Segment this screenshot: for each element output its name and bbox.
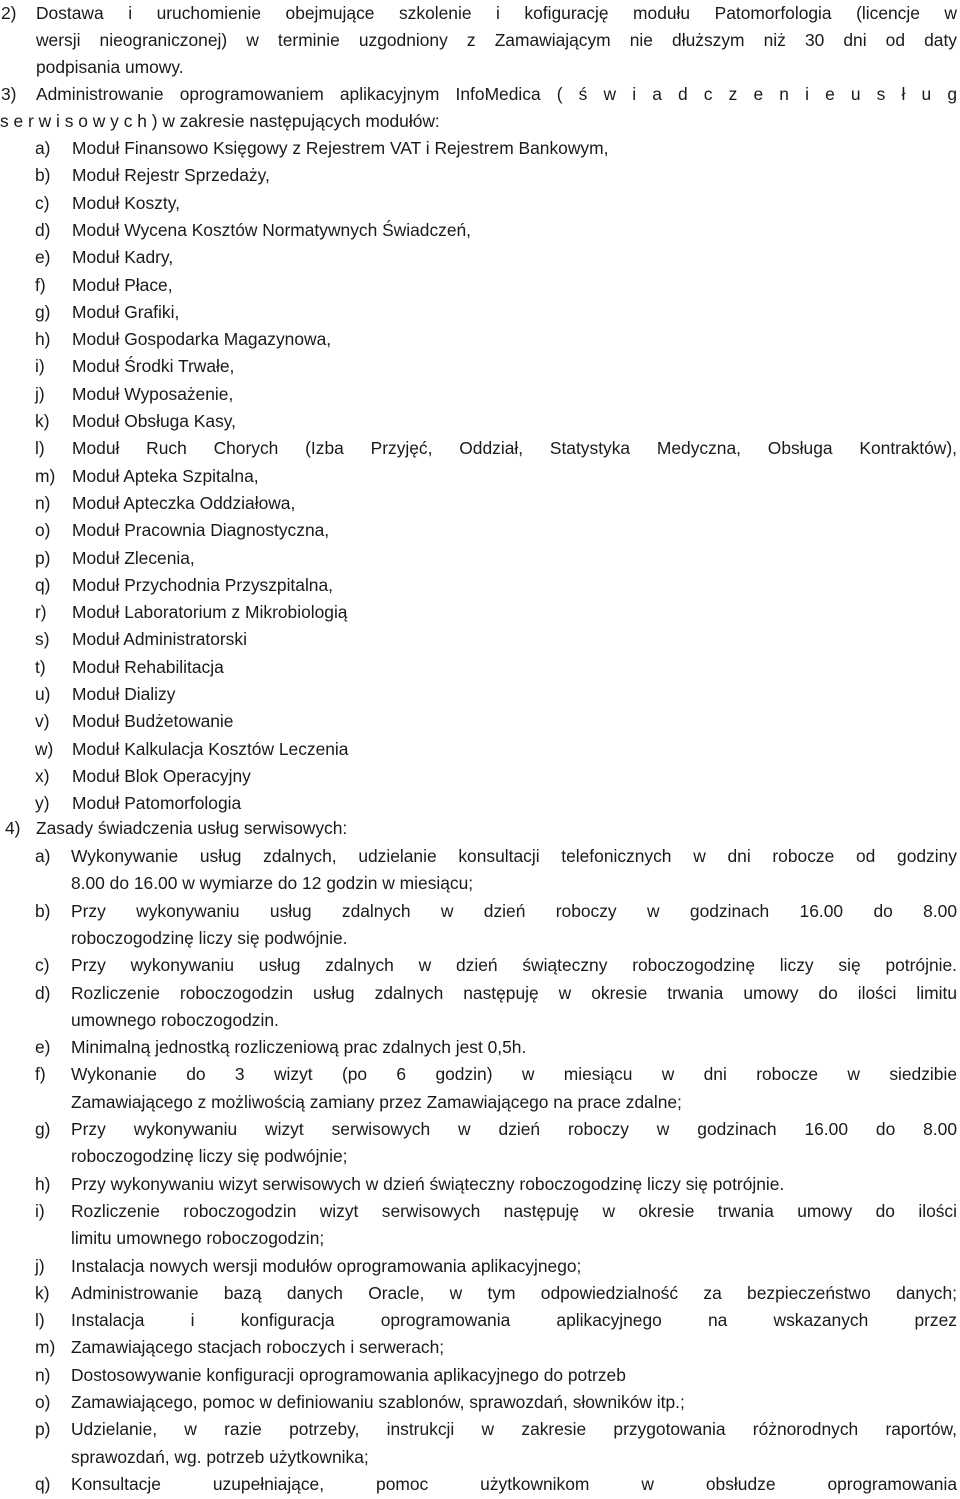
list-item xyxy=(0,353,960,380)
section-text: Dostawa i uruchomienie obejmujące szkolenie i kofigurację modułu Patomorfologia (licencje w xyxy=(36,3,957,23)
list-item xyxy=(0,654,960,681)
list-item xyxy=(0,326,960,353)
list-item-label: k) xyxy=(35,1282,50,1303)
list-item-text: Zamawiającego z możliwością zamiany przez Zamawiającego na prace zdalne; xyxy=(71,1091,682,1112)
list-item xyxy=(0,736,960,763)
list-item-text: Udzielanie, w razie potrzeby, instrukcji w zakresie przygotowania różnorodnych raportów, xyxy=(71,1419,957,1440)
section-2-line-3 xyxy=(0,54,960,81)
list-item-text: Moduł Administratorski xyxy=(72,629,247,650)
list-item-label: p) xyxy=(35,547,51,568)
list-item-label: n) xyxy=(35,492,51,513)
list-item xyxy=(0,408,960,435)
list-item-label: i) xyxy=(35,1200,45,1221)
list-item-text: Moduł Gospodarka Magazynowa, xyxy=(72,329,332,350)
list-item-text: Przy wykonywaniu wizyt serwisowych w dzień świąteczny roboczogodzinę liczy się potrójnie. xyxy=(71,1173,785,1194)
list-item-text: Moduł Przychodnia Przyszpitalna, xyxy=(72,574,333,595)
section-number: 3) xyxy=(1,84,17,104)
list-item xyxy=(0,244,960,271)
list-item xyxy=(0,1143,960,1170)
list-item xyxy=(0,1389,960,1416)
list-item xyxy=(0,599,960,626)
list-item-text: umownego roboczogodzin. xyxy=(71,1009,279,1030)
list-item-text: Minimalną jednostką rozliczeniową prac zdalnych jest 0,5h. xyxy=(71,1037,527,1058)
list-item-text: Wykonanie do 3 wizyt (po 6 godzin) w miesiącu w dni robocze w siedzibie xyxy=(71,1064,957,1085)
list-item-text: Rozliczenie roboczogodzin usług zdalnych następuję w okresie trwania umowy do ilości limitu xyxy=(71,982,957,1003)
list-item-text: limitu umownego roboczogodzin; xyxy=(71,1228,325,1249)
section-text: s e r w i s o w y c h ) w zakresie następujących modułów: xyxy=(0,111,440,131)
list-item xyxy=(0,490,960,517)
list-item-text: Przy wykonywaniu usług zdalnych w dzień roboczy w godzinach 16.00 do 8.00 xyxy=(71,900,957,921)
list-item-text: Moduł Rejestr Sprzedaży, xyxy=(72,165,270,186)
list-item-text: Moduł Zlecenia, xyxy=(72,547,195,568)
list-item-text: Zamawiającego, pomoc w definiowaniu szablonów, sprawozdań, słowników itp.; xyxy=(71,1392,685,1412)
section-2-line-2 xyxy=(0,27,960,54)
list-item-label: v) xyxy=(35,711,50,732)
list-item-text: Instalacja nowych wersji modułów oprogramowania aplikacyjnego; xyxy=(71,1255,582,1276)
section-2-line-1 xyxy=(0,0,960,27)
list-item xyxy=(0,1444,960,1471)
list-item-text: roboczogodzinę liczy się podwójnie; xyxy=(71,1146,348,1167)
list-item xyxy=(0,217,960,244)
list-item xyxy=(0,272,960,299)
list-item-label: l) xyxy=(35,1310,45,1331)
list-item-text: Moduł Obsługa Kasy, xyxy=(72,411,237,431)
list-item-text: Moduł Rehabilitacja xyxy=(72,656,224,677)
list-item-label: d) xyxy=(35,219,51,240)
list-item xyxy=(0,517,960,544)
list-item xyxy=(0,1116,960,1143)
list-item-label: e) xyxy=(35,247,51,268)
list-item-text: Konsultacje uzupełniające, pomoc użytkownikom w obsłudze oprogramowania xyxy=(71,1473,957,1494)
list-item-text: Moduł Finansowo Księgowy z Rejestrem VAT i Rejestrem Bankowym, xyxy=(72,138,609,158)
list-item-label: r) xyxy=(35,602,47,623)
section-title: Zasady świadczenia usług serwisowych: xyxy=(36,818,348,838)
list-item xyxy=(0,190,960,217)
list-item xyxy=(0,545,960,572)
section-text: podpisania umowy. xyxy=(36,57,184,77)
list-item xyxy=(0,1171,960,1198)
list-item xyxy=(0,1198,960,1225)
list-item xyxy=(0,708,960,735)
list-item-label: h) xyxy=(35,329,51,350)
list-item-text: Moduł Apteczka Oddziałowa, xyxy=(72,492,296,513)
list-item xyxy=(0,1061,960,1088)
list-item-label: b) xyxy=(35,900,51,921)
list-item-text: Rozliczenie roboczogodzin wizyt serwisowych następuję w okresie trwania umowy do ilości xyxy=(71,1200,957,1221)
list-item xyxy=(0,572,960,599)
list-item xyxy=(0,1334,960,1361)
list-item-label: j) xyxy=(35,383,45,404)
list-item-label: q) xyxy=(35,574,51,595)
list-item-text: Zamawiającego stacjach roboczych i serwerach; xyxy=(71,1337,445,1358)
list-item xyxy=(0,763,960,790)
list-item xyxy=(0,1007,960,1034)
list-item xyxy=(0,898,960,925)
list-item-text: Moduł Koszty, xyxy=(72,192,180,213)
list-item-text: Moduł Płace, xyxy=(72,274,173,295)
list-item-text: Moduł Środki Trwałe, xyxy=(72,356,235,377)
section-3-line-2 xyxy=(0,108,960,135)
list-item-label: d) xyxy=(35,982,51,1003)
list-item xyxy=(0,925,960,952)
section-4-title xyxy=(0,815,960,842)
list-item-label: m) xyxy=(35,1337,56,1358)
list-item-label: n) xyxy=(35,1364,51,1385)
list-item xyxy=(0,1089,960,1116)
list-item-text: Moduł Apteka Szpitalna, xyxy=(72,465,259,486)
list-item xyxy=(0,381,960,408)
list-item-text: Przy wykonywaniu wizyt serwisowych w dzień roboczy w godzinach 16.00 do 8.00 xyxy=(71,1119,957,1139)
list-item-label: o) xyxy=(35,1392,51,1412)
list-item xyxy=(0,952,960,979)
list-item-text: Moduł Laboratorium z Mikrobiologią xyxy=(72,602,348,623)
list-item xyxy=(0,463,960,490)
list-item-text: Moduł Budżetowanie xyxy=(72,711,234,732)
list-item-text: Instalacja i konfiguracja oprogramowania aplikacyjnego na wskazanych przez xyxy=(71,1310,957,1331)
list-item-text: Wykonywanie usług zdalnych, udzielanie konsultacji telefonicznych w dni robocze od godziny xyxy=(71,846,957,866)
list-item xyxy=(0,162,960,189)
list-item xyxy=(0,299,960,326)
list-item-label: c) xyxy=(35,955,50,976)
list-item-label: j) xyxy=(35,1255,45,1276)
list-item-label: h) xyxy=(35,1173,51,1194)
list-item-label: c) xyxy=(35,192,50,213)
list-item-label: w) xyxy=(35,738,54,759)
list-item xyxy=(0,626,960,653)
list-item-text: sprawozdań, wg. potrzeb użytkownika; xyxy=(71,1446,369,1467)
list-item-label: a) xyxy=(35,846,51,866)
section-3-line-1 xyxy=(0,81,960,108)
list-item-label: p) xyxy=(35,1419,51,1440)
list-item-label: k) xyxy=(35,411,50,431)
list-item xyxy=(0,843,960,870)
list-item xyxy=(0,790,960,817)
list-item-label: o) xyxy=(35,520,51,541)
list-item-label: f) xyxy=(35,274,46,295)
list-item xyxy=(0,1471,960,1498)
list-item-text: Moduł Pracownia Diagnostyczna, xyxy=(72,520,330,541)
list-item-label: f) xyxy=(35,1064,46,1085)
section-text: wersji nieograniczonej) w terminie uzgodniony z Zamawiającym nie dłuższym niż 30 dni od daty xyxy=(36,30,957,50)
list-item xyxy=(0,1362,960,1389)
list-item-text: Moduł Wyposażenie, xyxy=(72,383,234,404)
list-item-label: q) xyxy=(35,1473,51,1494)
list-item-label: g) xyxy=(35,301,51,322)
list-item xyxy=(0,980,960,1007)
section-number: 2) xyxy=(1,3,17,23)
list-item-text: Moduł Ruch Chorych (Izba Przyjęć, Oddział, Statystyka Medyczna, Obsługa Kontraktów), xyxy=(72,438,957,459)
list-item xyxy=(0,1307,960,1334)
list-item-label: e) xyxy=(35,1037,51,1058)
list-item xyxy=(0,1225,960,1252)
section-text: Administrowanie oprogramowaniem aplikacyjnym InfoMedica ( ś w i a d c z e n i e u s ł u g xyxy=(36,84,957,104)
list-item-label: u) xyxy=(35,684,51,704)
list-item xyxy=(0,1253,960,1280)
list-item-text: Moduł Patomorfologia xyxy=(72,793,242,814)
list-item xyxy=(0,681,960,708)
list-item xyxy=(0,135,960,162)
list-item-text: Przy wykonywaniu usług zdalnych w dzień świąteczny roboczogodzinę liczy się potrójnie. xyxy=(71,955,957,976)
list-item xyxy=(0,1034,960,1061)
list-item xyxy=(0,435,960,462)
list-item-label: i) xyxy=(35,356,45,377)
list-item-label: x) xyxy=(35,765,50,786)
list-item-text: Moduł Grafiki, xyxy=(72,301,180,322)
list-item-text: roboczogodzinę liczy się podwójnie. xyxy=(71,927,348,948)
list-item-label: b) xyxy=(35,165,51,186)
list-item-label: y) xyxy=(35,793,50,814)
list-item-label: s) xyxy=(35,629,50,650)
list-item-text: Moduł Kalkulacja Kosztów Leczenia xyxy=(72,738,349,759)
list-item-label: a) xyxy=(35,138,51,158)
list-item xyxy=(0,1280,960,1307)
list-item-text: Moduł Kadry, xyxy=(72,247,174,268)
list-item-text: 8.00 do 16.00 w wymiarze do 12 godzin w miesiącu; xyxy=(71,873,474,894)
list-item-label: g) xyxy=(35,1119,51,1139)
list-item-text: Moduł Dializy xyxy=(72,684,176,704)
list-item-text: Moduł Blok Operacyjny xyxy=(72,765,251,786)
list-item-text: Moduł Wycena Kosztów Normatywnych Świadczeń, xyxy=(72,219,472,240)
section-number: 4) xyxy=(5,818,21,838)
list-item-label: l) xyxy=(35,438,45,459)
list-item-text: Administrowanie bazą danych Oracle, w tym odpowiedzialność za bezpieczeństwo danych; xyxy=(71,1282,957,1303)
list-item xyxy=(0,870,960,897)
list-item xyxy=(0,1416,960,1443)
list-item-label: t) xyxy=(35,656,46,677)
list-item-label: m) xyxy=(35,465,56,486)
list-item-text: Dostosowywanie konfiguracji oprogramowania aplikacyjnego do potrzeb xyxy=(71,1364,626,1385)
